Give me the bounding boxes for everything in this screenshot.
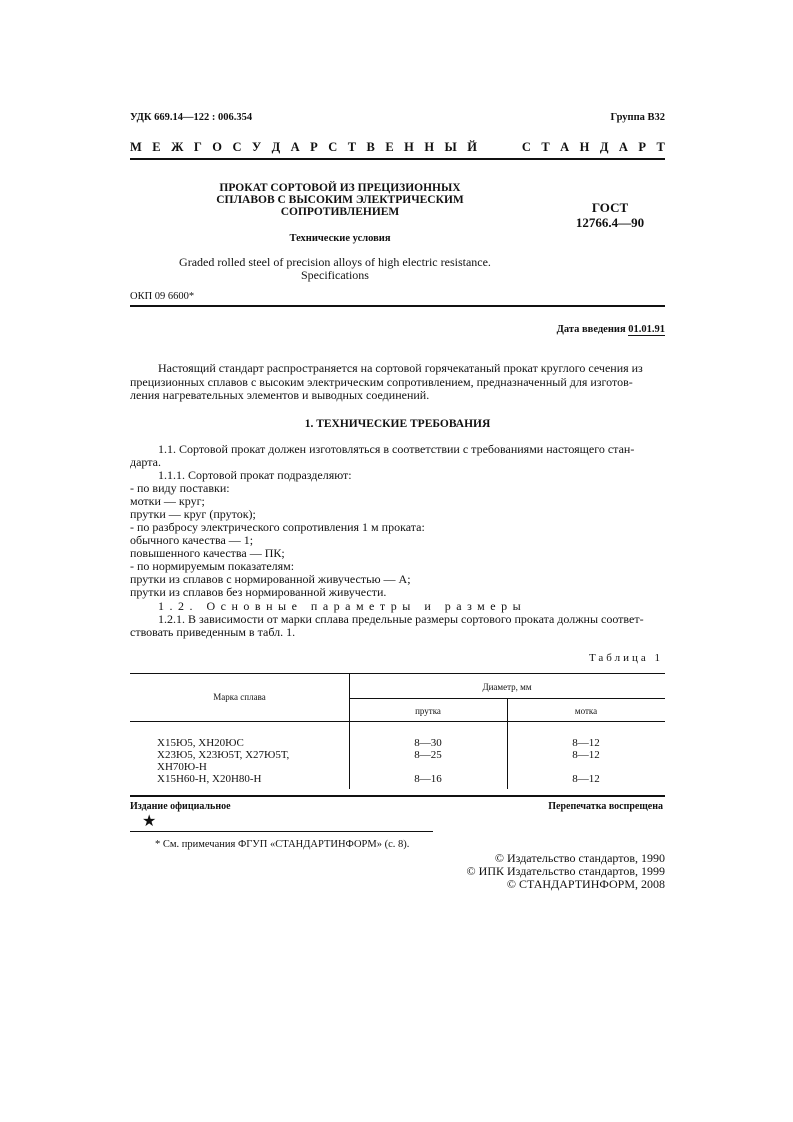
heading-letter: О [212, 140, 223, 154]
interstate-standard-heading [130, 140, 665, 155]
body-line: 1.1. Сортовой прокат должен изготовляться в соответствии с требованиями настоящего стан- [158, 442, 635, 456]
heading-letter: У [251, 140, 262, 154]
copyright-2008: © СТАНДАРТИНФОРМ, 2008 [506, 877, 665, 891]
table-header-grade: Марка сплава [213, 692, 266, 702]
table-cell-coil: 8—12 [572, 737, 600, 749]
body-line: ствовать приведенным в табл. 1. [130, 625, 296, 639]
effective-date [557, 324, 665, 335]
heading-letter: Н [404, 140, 414, 154]
heading-letter: Д [599, 140, 609, 154]
body-line: прутки из сплавов без нормированной живучести. [130, 585, 387, 599]
heading-letter: Н [579, 140, 590, 154]
table-header-diameter: Диаметр, мм [482, 682, 532, 692]
table-label: Таблица 1 [588, 652, 663, 664]
body-line: мотки — круг; [130, 494, 205, 508]
body-line: прутки из сплавов с нормированной живучестью — А; [130, 572, 411, 586]
body-line: - по нормируемым показателям: [130, 559, 295, 573]
table-subheader-rule [349, 698, 665, 699]
heading-letter: М [130, 140, 142, 154]
header-rule [130, 158, 665, 160]
body-line: 1.1.1. Сортовой прокат подразделяют: [158, 468, 352, 482]
heading-letter: Ы [444, 140, 457, 154]
heading-letter: Р [638, 140, 647, 154]
gost-label: ГОСТ [591, 200, 629, 215]
copyright-1999: © ИПК Издательство стандартов, 1999 [466, 864, 665, 878]
heading-letter: Й [467, 140, 477, 154]
group-code: Группа В32 [610, 112, 665, 123]
table-cell-grade: ХН70Ю-Н [157, 761, 207, 773]
table-cell-grade: Х23Ю5, Х23Ю5Т, Х27Ю5Т, [157, 749, 290, 761]
title-line-2: СПЛАВОВ С ВЫСОКИМ ЭЛЕКТРИЧЕСКИМ [216, 194, 464, 206]
heading-letter: Т [347, 140, 357, 154]
body-line: - по виду поставки: [130, 481, 230, 495]
english-title [130, 256, 540, 282]
star-icon: ★ [142, 813, 157, 830]
heading-letter: Ж [171, 140, 184, 154]
table-cell-bar: 8—25 [414, 749, 442, 761]
heading-letter: Г [193, 140, 202, 154]
intro-paragraph [130, 362, 665, 403]
table-cell-bar: 8—16 [414, 773, 442, 785]
heading-letter: С [521, 140, 531, 154]
table-cell-coil: 8—12 [572, 773, 600, 785]
table-cell-bar: 8—30 [414, 737, 442, 749]
body-line: - по разбросу электрического сопротивления 1 м проката: [130, 520, 425, 534]
table-header-coil: мотка [574, 706, 598, 716]
gost-number-block [560, 200, 660, 230]
heading-letter: Н [424, 140, 435, 154]
body-line: повышенного качества — ПК; [130, 546, 285, 560]
heading-letter: Т [656, 140, 665, 154]
document-title [150, 182, 530, 218]
heading-letter: Р [310, 140, 318, 154]
heading-letter: Е [152, 140, 161, 154]
intro-line-2: прецизионных сплавов с высоким электрическим сопротивлением, предназначенный для изготов- [130, 374, 633, 389]
title-line-1: ПРОКАТ СОРТОВОЙ ИЗ ПРЕЦИЗИОННЫХ [219, 182, 461, 194]
body-line: дарта. [130, 455, 161, 469]
title-rule [130, 305, 665, 307]
official-edition: Издание официальное [130, 801, 231, 812]
heading-letter: Д [271, 140, 281, 154]
gost-number: 12766.4—90 [575, 215, 645, 230]
table-cell-grade: Х15Ю5, ХН20ЮС [157, 737, 244, 749]
footnote: * См. примечания ФГУП «СТАНДАРТИНФОРМ» (с. 8). [155, 839, 410, 850]
table-top-rule [130, 673, 665, 674]
footnote-rule [130, 831, 433, 832]
okp-code: ОКП 09 6600* [130, 291, 195, 302]
heading-letter: А [290, 140, 300, 154]
table-cell-grade: Х15Н60-Н, Х20Н80-Н [157, 773, 262, 785]
english-title-line-1: Graded rolled steel of precision alloys of high electric resistance. [179, 255, 491, 269]
effective-date-value: 01.01.91 [628, 324, 665, 335]
intro-line-1: Настоящий стандарт распространяется на сортовой горячекатаный прокат круглого сечения из [158, 361, 643, 375]
intro-line-3: ления нагревательных элементов и выводных соединений. [130, 388, 430, 402]
copyright-1990: © Издательство стандартов, 1990 [494, 851, 665, 865]
table-header-rule [130, 721, 665, 722]
udk-code: УДК 669.14—122 : 006.354 [130, 112, 253, 123]
heading-letter: Е [385, 140, 394, 154]
title-line-3: СОПРОТИВЛЕНИЕМ [280, 206, 400, 218]
english-title-line-2: Specifications [301, 268, 369, 282]
reprint-prohibited: Перепечатка воспрещена [548, 801, 663, 812]
subtitle: Технические условия [289, 233, 391, 244]
heading-letter: Т [541, 140, 550, 154]
body-line-subheading: 1.2. Основные параметры и размеры [158, 599, 527, 613]
body-line: обычного качества — 1; [130, 533, 254, 547]
heading-letter: В [366, 140, 375, 154]
table-header-bar: прутка [415, 706, 441, 716]
section-heading: 1. ТЕХНИЧЕСКИЕ ТРЕБОВАНИЯ [304, 418, 491, 430]
heading-letter: А [618, 140, 628, 154]
heading-letter: С [328, 140, 338, 154]
body-line: прутки — круг (пруток); [130, 507, 256, 521]
table-bottom-rule [130, 795, 665, 797]
heading-word-gap [487, 140, 511, 155]
heading-letter: С [232, 140, 242, 154]
table-cell-coil: 8—12 [572, 749, 600, 761]
effective-date-label: Дата введения [556, 324, 629, 335]
heading-letter: А [560, 140, 570, 154]
body-line: 1.2.1. В зависимости от марки сплава предельные размеры сортового проката должны соответ- [158, 612, 644, 626]
